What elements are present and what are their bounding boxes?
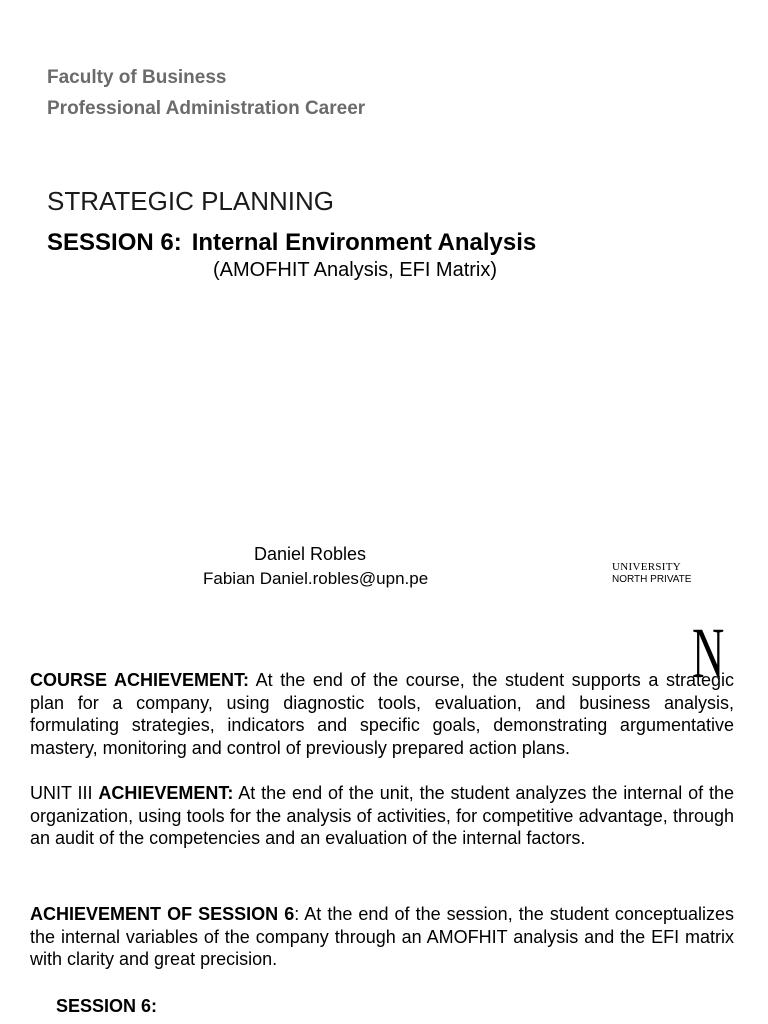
faculty-name: Faculty of Business [47,67,227,88]
course-achievement-paragraph [30,669,734,759]
career-name: Professional Administration Career [47,98,366,119]
course-achievement-text: At the end of the course, the student supports a strategic plan for a company, using diagnostic tools, evaluation, and business analysis, formulating strategies, indicators and specific goals, demonstrating argumentative mastery, monitoring and control of previously prepared action plans. [30,670,734,758]
unit-prefix: UNIT III [30,783,99,803]
session-heading: SESSION 6: [56,996,158,1016]
logo-north-private-text: NORTH PRIVATE [612,574,692,585]
logo-n-mark: N [692,613,725,693]
session-name: Internal Environment Analysis [191,229,537,256]
author-name: Daniel Robles [254,544,367,564]
session-achievement-paragraph [30,903,734,971]
session-achievement-text: : At the end of the session, the student conceptualizes the internal variables of the company through an AMOFHIT analysis and the EFI matrix with clarity and great precision. [30,904,734,969]
unit-achievement-paragraph [30,782,734,850]
logo-university-text: UNIVERSITY [612,561,681,573]
session-label: SESSION 6: [47,229,182,256]
unit-achievement-text: At the end of the unit, the student analyzes the internal of the organization, using tools for the analysis of activities, for competitive advantage, through an audit of the competencies and an evaluation of the internal factors. [30,783,734,848]
session-achievement-label: ACHIEVEMENT OF SESSION 6 [30,904,295,924]
course-title: STRATEGIC PLANNING [47,186,335,216]
session-title [47,229,536,257]
author-email: Fabian Daniel.robles@upn.pe [203,569,429,588]
session-subtitle: (AMOFHIT Analysis, EFI Matrix) [212,259,498,281]
unit-achievement-label: ACHIEVEMENT: [98,783,234,803]
course-achievement-label: COURSE ACHIEVEMENT: [30,670,249,690]
